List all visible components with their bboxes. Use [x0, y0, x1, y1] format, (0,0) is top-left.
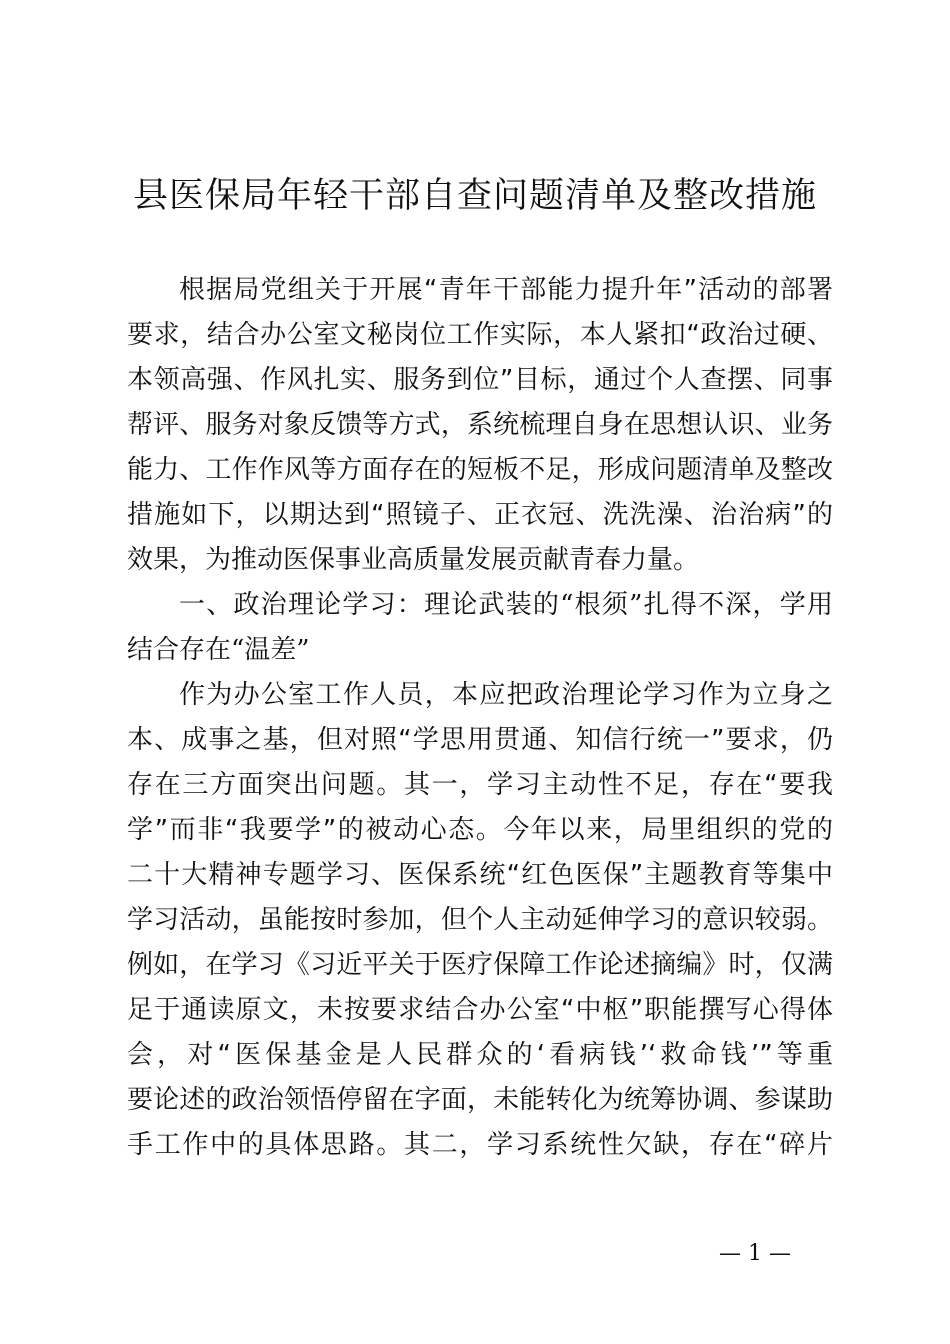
text-line: 根据局党组关于开展“青年干部能力提升年”活动的部署 [179, 275, 833, 305]
text-line: 作为办公室工作人员，本应把政治理论学习作为立身之 [179, 680, 833, 710]
text-line: 例如，在学习《习近平关于医疗保障工作论述摘编》时，仅满 [127, 950, 833, 980]
text-line: 措施如下，以期达到“照镜子、正衣冠、洗洗澡、治治病”的 [127, 500, 833, 530]
text-line: 能力、工作作风等方面存在的短板不足，形成问题清单及整改 [127, 455, 833, 485]
heading-line: 结合存在“温差” [127, 635, 310, 665]
text-line: 学”而非“我要学”的被动心态。今年以来，局里组织的党的 [127, 815, 833, 845]
paragraph-section-1 [127, 673, 833, 1168]
section-heading-1 [127, 583, 833, 673]
text-line: 手工作中的具体思路。其二，学习系统性欠缺，存在“碎片 [127, 1130, 833, 1160]
text-line: 二十大精神专题学习、医保系统“红色医保”主题教育等集中 [127, 860, 833, 890]
text-line: 要论述的政治领悟停留在字面，未能转化为统筹协调、参谋助 [127, 1085, 833, 1115]
text-line: 学习活动，虽能按时参加，但个人主动延伸学习的意识较弱。 [127, 905, 833, 935]
heading-line: 一、政治理论学习：理论武装的“根须”扎得不深，学用 [179, 590, 833, 620]
text-line: 足于通读原文，未按要求结合办公室“中枢”职能撰写心得体 [127, 995, 833, 1025]
document-body [127, 268, 833, 1168]
page-number: — 1 — [719, 1241, 791, 1266]
text-line: 本、成事之基，但对照“学思用贯通、知信行统一”要求，仍 [127, 725, 833, 755]
text-line: 要求，结合办公室文秘岗位工作实际，本人紧扣“政治过硬、 [127, 320, 833, 350]
document-title: 县医保局年轻干部自查问题清单及整改措施 [132, 176, 817, 216]
text-line: 效果，为推动医保事业高质量发展贡献青春力量。 [127, 545, 700, 575]
text-line: 本领高强、作风扎实、服务到位”目标，通过个人查摆、同事 [127, 365, 833, 395]
text-line: 会，对“医保基金是人民群众的‘看病钱’‘救命钱’”等重 [127, 1040, 833, 1070]
text-line: 帮评、服务对象反馈等方式，系统梳理自身在思想认识、业务 [127, 410, 833, 440]
paragraph-intro [127, 268, 833, 583]
text-line: 存在三方面突出问题。其一，学习主动性不足，存在“要我 [127, 770, 833, 800]
